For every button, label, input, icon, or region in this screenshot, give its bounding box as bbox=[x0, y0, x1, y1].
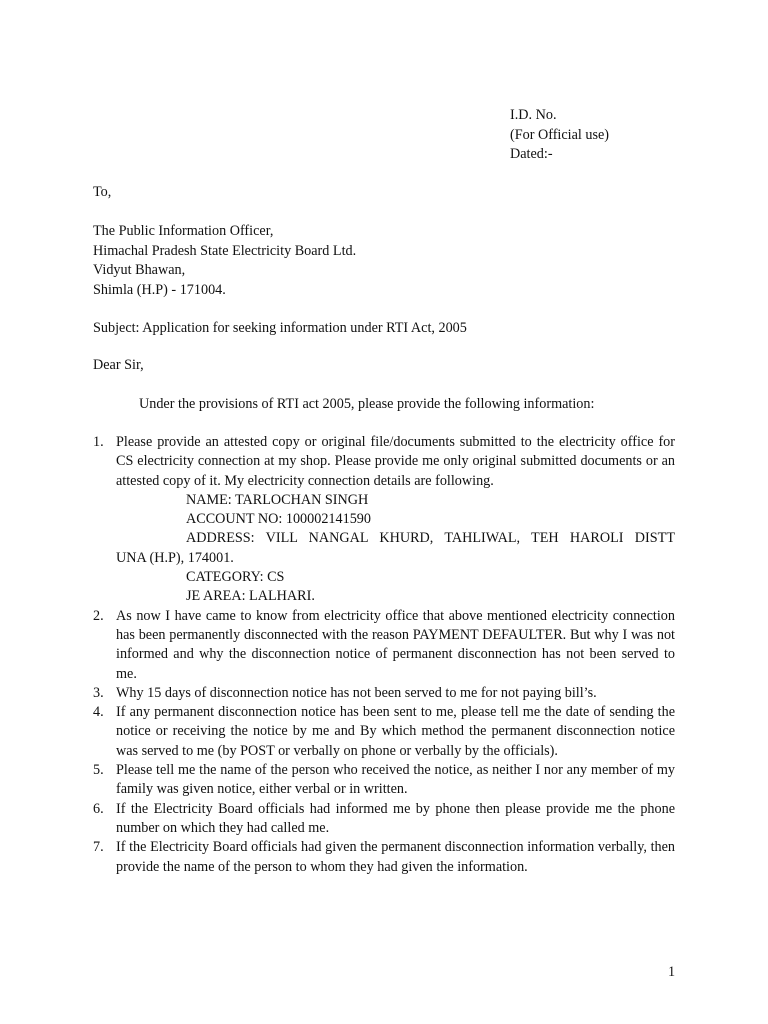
information-request-list bbox=[93, 433, 675, 877]
intro-paragraph: Under the provisions of RTI act 2005, please provide the following information: bbox=[139, 396, 595, 412]
address-line-2: UNA (H.P), 174001. bbox=[116, 549, 234, 566]
item-number: 1. bbox=[93, 434, 104, 450]
address-line-1: ADDRESS: VILL NANGAL KHURD, TAHLIWAL, TEH HAROLI DISTT bbox=[186, 530, 675, 547]
item-number: 4. bbox=[93, 704, 104, 721]
consumer-name: NAME: TARLOCHAN SINGH bbox=[186, 491, 369, 508]
recipient-line-4: Shimla (H.P) - 171004. bbox=[93, 281, 226, 298]
list-item bbox=[93, 800, 675, 839]
item-text: If any permanent disconnection notice has been sent to me, please tell me the date of sending the notice or receiving the notice by me and By which method the permanent disconnection notice was served to me (by POST or verbally on phone or verbally by the officials). bbox=[116, 704, 675, 759]
item-number: 2. bbox=[93, 607, 104, 624]
item-number: 7. bbox=[93, 839, 104, 856]
account-number: ACCOUNT NO: 100002141590 bbox=[186, 511, 371, 528]
recipient-address bbox=[93, 222, 356, 300]
list-item bbox=[93, 838, 675, 877]
recipient-line-1: The Public Information Officer, bbox=[93, 223, 274, 239]
item-text: As now I have came to know from electricity office that above mentioned electricity connection has been permanently disconnected with the reason PAYMENT DEFAULTER. But why I was not informed and why the disconnection notice of permanent disconnection has not been served to me. bbox=[116, 607, 675, 682]
greeting: Dear Sir, bbox=[93, 357, 144, 373]
page-number: 1 bbox=[668, 964, 676, 980]
list-item bbox=[93, 684, 675, 703]
item-text: If the Electricity Board officials had informed me by phone then please provide me the phone number on which they had called me. bbox=[116, 800, 675, 836]
official-use-label: (For Official use) bbox=[510, 126, 610, 143]
list-item bbox=[93, 761, 675, 800]
item-text: If the Electricity Board officials had given the permanent disconnection information verbally, then provide the name of the person to whom they had given the information. bbox=[116, 839, 675, 875]
recipient-line-2: Himachal Pradesh State Electricity Board Ltd. bbox=[93, 242, 357, 259]
salutation-to: To, bbox=[93, 184, 112, 200]
recipient-line-3: Vidyut Bhawan, bbox=[93, 262, 186, 278]
item-number: 6. bbox=[93, 800, 104, 817]
item-text: Please tell me the name of the person who received the notice, as neither I nor any member of my family was given notice, either verbal or in written. bbox=[116, 762, 675, 798]
id-number-label: I.D. No. bbox=[510, 107, 557, 123]
connection-details bbox=[116, 491, 675, 607]
list-item bbox=[93, 607, 675, 684]
list-item bbox=[93, 703, 675, 761]
item-number: 3. bbox=[93, 684, 104, 701]
item-text: Please provide an attested copy or original file/documents submitted to the electricity office for CS electricity connection at my shop. Please provide me only original submitted documents or an attested copy of it. My electricity connection details are following. bbox=[116, 434, 675, 489]
subject-line: Subject: Application for seeking information under RTI Act, 2005 bbox=[93, 320, 467, 336]
item-text: Why 15 days of disconnection notice has not been served to me for not paying bill’s. bbox=[116, 684, 597, 701]
list-item bbox=[93, 433, 675, 607]
official-use-block bbox=[510, 106, 609, 165]
item-number: 5. bbox=[93, 762, 104, 779]
je-area: JE AREA: LALHARI. bbox=[186, 588, 315, 605]
category: CATEGORY: CS bbox=[186, 569, 285, 586]
dated-label: Dated:- bbox=[510, 146, 553, 162]
